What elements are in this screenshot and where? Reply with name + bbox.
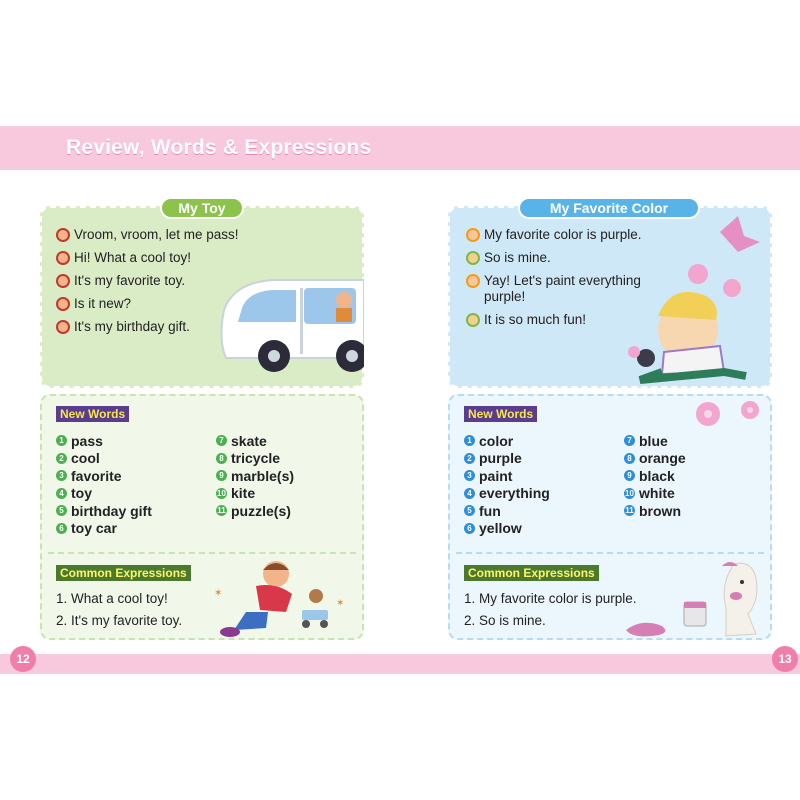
expression-item: 1. What a cool toy! — [56, 590, 168, 606]
word-item: 4 everything — [464, 485, 550, 503]
word-item: 2 purple — [464, 450, 550, 468]
word-item: 6 yellow — [464, 520, 550, 538]
word-item: 7 skate — [216, 432, 294, 450]
dialog-line: So is mine. — [466, 250, 666, 266]
flowers-decoration — [692, 398, 764, 432]
boy-face-icon — [56, 274, 70, 288]
dialog-line: Yay! Let's paint everything purple! — [466, 273, 666, 305]
word-item: 9 marble(s) — [216, 467, 294, 485]
word-item: 2 cool — [56, 450, 152, 468]
page-number-right: 13 — [772, 646, 798, 672]
new-words-list-right-col2 — [624, 432, 686, 520]
common-expressions-label-left: Common Expressions — [56, 565, 191, 581]
boy-face-icon — [56, 228, 70, 242]
word-item: 10 white — [625, 485, 675, 502]
dialog-line: Is it new? — [56, 296, 239, 312]
word-item: 5 fun — [464, 502, 550, 520]
new-words-list-left-col2 — [216, 432, 294, 520]
boy-face-icon — [56, 251, 70, 265]
expression-item: 2. So is mine. — [464, 612, 546, 628]
expression-item: 2. It's my favorite toy. — [56, 612, 183, 628]
section-divider-right — [456, 552, 764, 554]
word-item: 5 birthday gift — [56, 502, 152, 520]
common-expressions-label-right: Common Expressions — [464, 565, 599, 581]
painting-kid-illustration — [620, 212, 766, 384]
page-number-left: 12 — [10, 646, 36, 672]
word-item: 8 orange — [624, 450, 686, 468]
word-item: 4 toy — [56, 485, 152, 503]
new-words-label-left: New Words — [56, 406, 129, 422]
dialog-line: It's my favorite toy. — [56, 273, 239, 289]
dog-paint-illustration — [622, 556, 768, 640]
section-divider-left — [48, 552, 356, 554]
new-words-label-right: New Words — [464, 406, 537, 422]
toy-car-illustration — [214, 270, 364, 380]
girl-face-icon — [466, 274, 480, 288]
svg-text:✶: ✶ — [336, 598, 345, 609]
word-item: 11 puzzle(s) — [217, 502, 291, 519]
common-expressions-right — [464, 587, 637, 631]
word-item: 6 toy car — [56, 520, 152, 538]
word-item: 9 black — [624, 467, 686, 485]
word-item: 3 favorite — [56, 467, 152, 485]
dialog-line: Hi! What a cool toy! — [56, 250, 239, 266]
favorite-color-heading: My Favorite Color — [518, 197, 700, 219]
kid-face-icon — [466, 313, 480, 327]
word-item: 10 kite — [217, 485, 256, 502]
dialog-line: Vroom, vroom, let me pass! — [56, 227, 239, 243]
word-item: 11 brown — [625, 502, 681, 519]
dialog-line: It's my birthday gift. — [56, 319, 239, 335]
expression-item: 1. My favorite color is purple. — [464, 590, 637, 606]
word-item: 7 blue — [624, 432, 686, 450]
my-toy-dialog — [56, 227, 239, 342]
word-item: 1 pass — [56, 432, 152, 450]
dialog-line: My favorite color is purple. — [466, 227, 666, 243]
svg-text:✶: ✶ — [214, 588, 223, 599]
common-expressions-left — [56, 587, 182, 631]
boy-face-icon — [56, 320, 70, 334]
new-words-list-left-col1 — [56, 432, 152, 537]
my-toy-heading: My Toy — [160, 197, 244, 219]
new-words-list-right-col1 — [464, 432, 550, 537]
word-item: 1 color — [464, 432, 550, 450]
word-item: 3 paint — [464, 467, 550, 485]
word-item: 8 tricycle — [216, 450, 294, 468]
boy-face-icon — [56, 297, 70, 311]
girl-face-icon — [466, 228, 480, 242]
page-title: Review, Words & Expressions — [66, 136, 372, 159]
kid-playing-illustration — [206, 556, 356, 640]
kid-face-icon — [466, 251, 480, 265]
dialog-line: It is so much fun! — [466, 312, 666, 328]
